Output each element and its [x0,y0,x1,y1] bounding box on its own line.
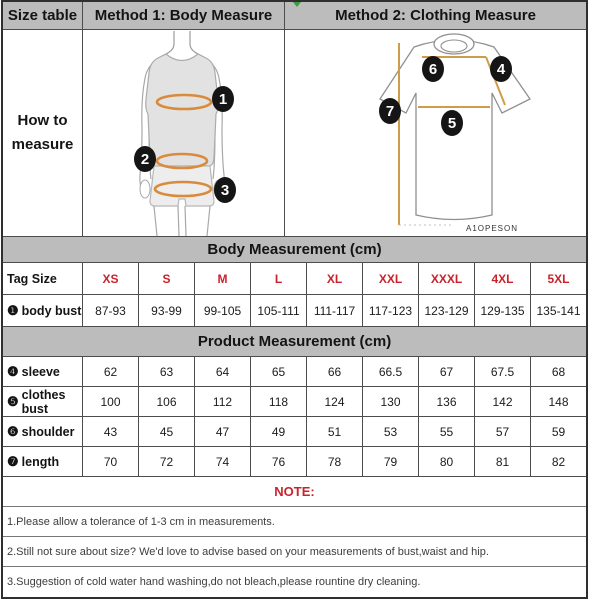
body-measure-diagram [82,30,284,236]
row-label-text: sleeve [21,364,60,379]
marker-6-icon: 6 [428,60,438,78]
how-to-measure-label [3,30,82,236]
value-cell: 49 [250,417,306,446]
value-cell: 68 [530,357,586,386]
size-table-header: Size table [3,2,82,29]
value-cell: 117-123 [362,295,418,326]
value-cell: 81 [474,447,530,476]
value-cell: 55 [418,417,474,446]
circled-6-icon: ❻ [7,423,19,439]
marker-3-icon: 3 [220,181,229,199]
how-to-measure-row [3,30,586,237]
value-cell: 80 [418,447,474,476]
value-cell: 142 [474,387,530,416]
size-col-xxl: XXL [362,263,418,294]
circled-7-icon: ❼ [7,453,19,469]
value-cell: 62 [82,357,138,386]
value-cell: 66 [306,357,362,386]
marker-2-icon: 2 [140,150,149,168]
value-cell: 100 [82,387,138,416]
product-measurement-title: Product Measurement (cm) [3,327,586,357]
tshirt-illustration [286,31,585,236]
value-cell: 65 [250,357,306,386]
tag-size-label: Tag Size [7,271,57,286]
value-cell: 51 [306,417,362,446]
value-cell: 106 [138,387,194,416]
table-header-row [3,2,586,30]
sleeve-row [3,357,586,387]
size-col-s: S [138,263,194,294]
note-item-1: 1.Please allow a tolerance of 1-3 cm in measurements. [3,507,586,537]
row-label-text: length [21,454,60,469]
marker-4-icon: 4 [496,60,506,78]
value-cell: 135-141 [530,295,586,326]
brand-label: A1OPESON [465,223,518,233]
note-item-2: 2.Still not sure about size? We'd love to advise based on your measurements of bust,waist and hip. [3,537,586,567]
value-cell: 64 [194,357,250,386]
value-cell: 53 [362,417,418,446]
note-item-3: 3.Suggestion of cold water hand washing,do not bleach,please rountine dry cleaning. [7,576,421,588]
value-cell: 87-93 [82,295,138,326]
size-col-5xl: 5XL [530,263,586,294]
size-col-xl: XL [306,263,362,294]
value-cell: 124 [306,387,362,416]
value-cell: 59 [530,417,586,446]
value-cell: 130 [362,387,418,416]
row-label-text: shoulder [21,424,75,439]
value-cell: 79 [362,447,418,476]
size-col-m: M [194,263,250,294]
size-col-l: L [250,263,306,294]
sleeve-label [3,357,82,386]
body-measurement-title: Body Measurement (cm) [3,237,586,263]
value-cell: 67 [418,357,474,386]
length-row [3,447,586,477]
marker-7-icon: 7 [385,102,395,120]
value-cell: 67.5 [474,357,530,386]
value-cell: 111-117 [306,295,362,326]
value-cell: 70 [82,447,138,476]
method1-header: Method 1: Body Measure [82,2,284,29]
tag-size-row [3,263,586,295]
value-cell: 57 [474,417,530,446]
value-cell: 105-111 [250,295,306,326]
size-chart-table [1,0,588,599]
row-label-text: body bust [21,303,82,318]
value-cell: 123-129 [418,295,474,326]
value-cell: 76 [250,447,306,476]
shoulder-label [3,417,82,446]
value-cell: 93-99 [138,295,194,326]
body-bust-row [3,295,586,327]
circled-4-icon: ❹ [7,363,19,379]
size-col-xxxl: XXXL [418,263,474,294]
value-cell: 136 [418,387,474,416]
body-figure-illustration [84,31,284,236]
size-col-4xl: 4XL [474,263,530,294]
value-cell: 82 [530,447,586,476]
how-to-line2: measure [11,136,74,153]
marker-5-icon: 5 [447,114,457,132]
how-to-line1: How to [17,112,68,129]
length-label [3,447,82,476]
marker-1-icon: 1 [218,90,227,108]
value-cell: 118 [250,387,306,416]
method2-header: Method 2: Clothing Measure [284,2,586,29]
clothes-bust-label [3,387,82,416]
value-cell: 66.5 [362,357,418,386]
value-cell: 148 [530,387,586,416]
value-cell: 74 [194,447,250,476]
value-cell: 45 [138,417,194,446]
shoulder-row [3,417,586,447]
note-title: NOTE: [3,477,586,507]
value-cell: 78 [306,447,362,476]
value-cell: 112 [194,387,250,416]
value-cell: 72 [138,447,194,476]
value-cell: 129-135 [474,295,530,326]
value-cell: 43 [82,417,138,446]
clothes-bust-row [3,387,586,417]
clothing-measure-diagram [284,30,586,236]
row-label-text: clothes bust [21,387,66,416]
circled-5-icon: ❺ [7,393,19,409]
value-cell: 99-105 [194,295,250,326]
size-col-xs: XS [82,263,138,294]
circled-1-icon: ❶ [7,302,19,318]
value-cell: 47 [194,417,250,446]
green-corner-artifact [293,2,301,7]
body-bust-label [3,295,82,326]
value-cell: 63 [138,357,194,386]
